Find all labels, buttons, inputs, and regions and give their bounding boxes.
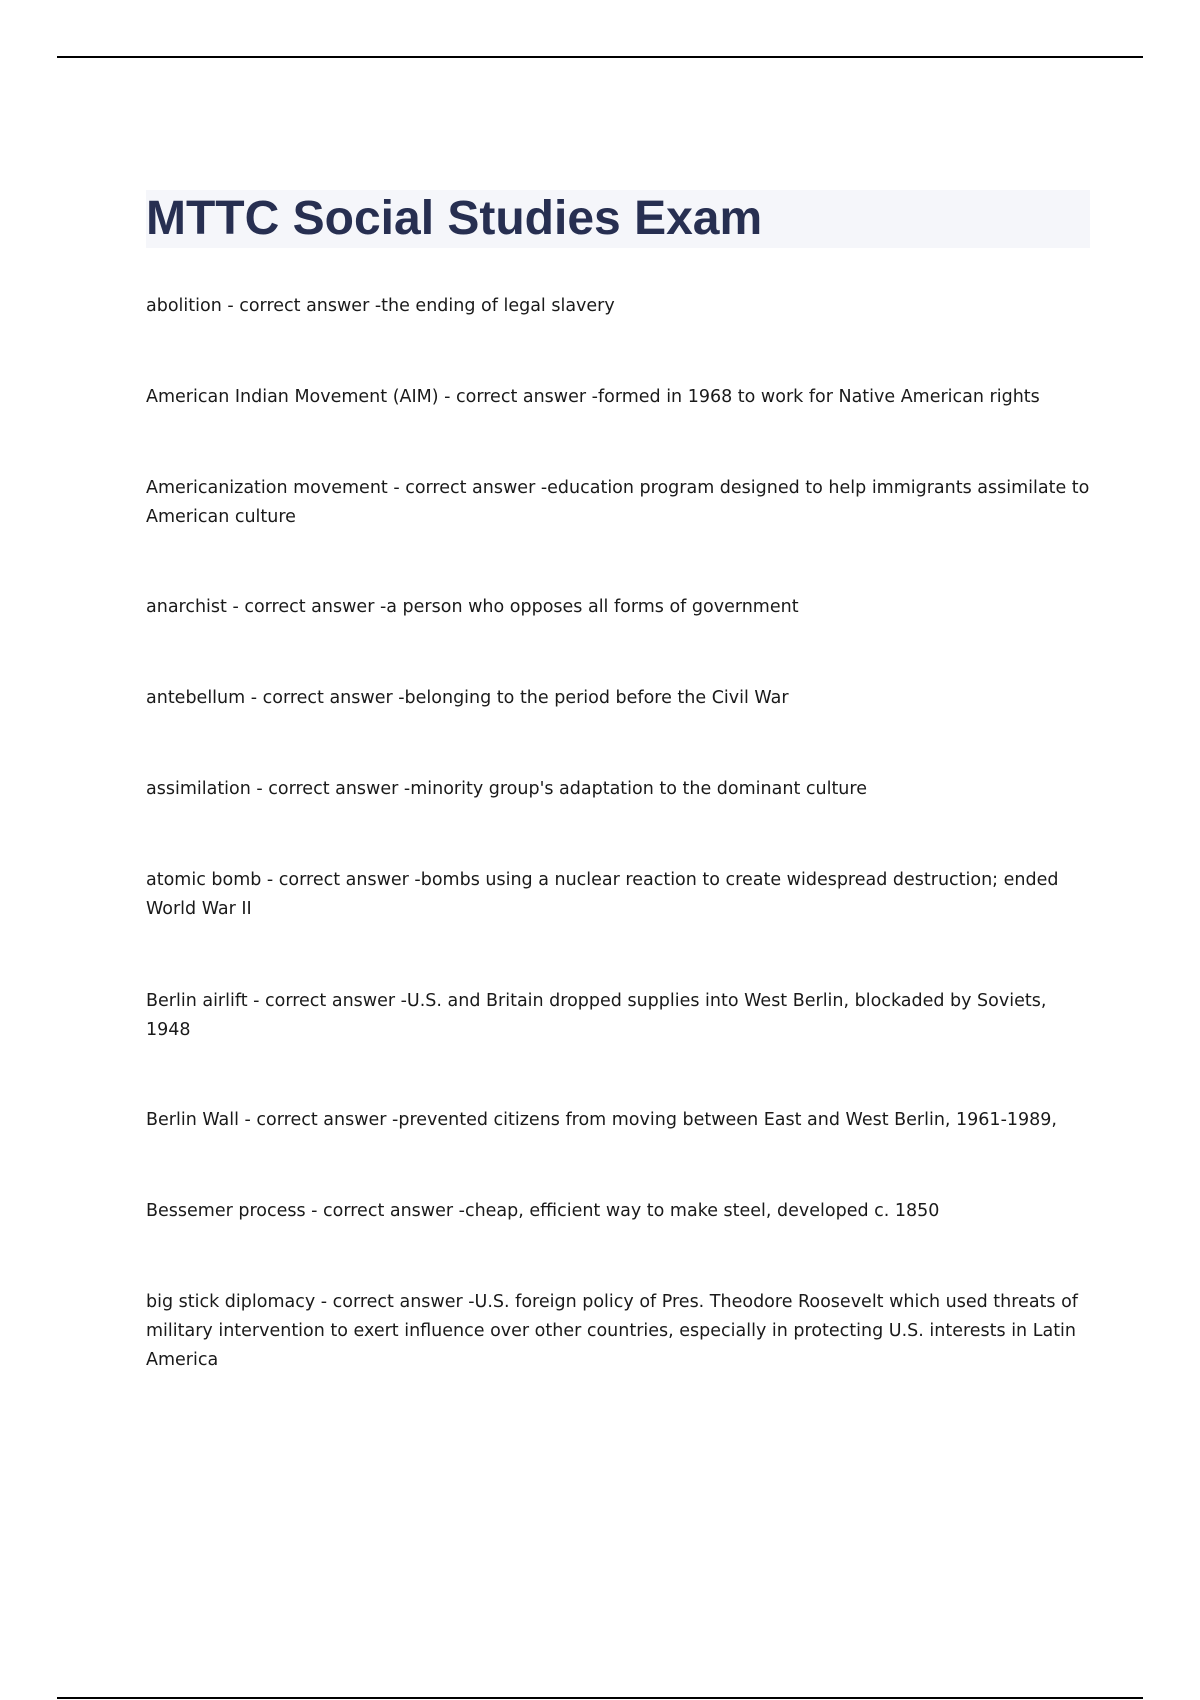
entry-anarchist: anarchist - correct answer -a person who opposes all forms of government [146, 597, 799, 617]
document-title: MTTC Social Studies Exam [146, 192, 763, 245]
top-rule [57, 56, 1143, 58]
bottom-rule [57, 1697, 1143, 1699]
entry-american-indian-movement: American Indian Movement (AIM) - correct answer -formed in 1968 to work for Native American rights [146, 387, 1040, 407]
entry-assimilation: assimilation - correct answer -minority group's adaptation to the dominant culture [146, 779, 867, 799]
entry-berlin-wall: Berlin Wall - correct answer -prevented citizens from moving between East and West Berlin, 1961-1989, [146, 1110, 1057, 1130]
entry-abolition: abolition - correct answer -the ending of legal slavery [146, 296, 615, 316]
entry-americanization-movement: Americanization movement - correct answer -education program designed to help immigrants assimilate to American culture [146, 478, 1090, 527]
entry-atomic-bomb: atomic bomb - correct answer -bombs using a nuclear reaction to create widespread destruction; ended World War II [146, 870, 1059, 919]
entry-big-stick-diplomacy: big stick diplomacy - correct answer -U.S. foreign policy of Pres. Theodore Roosevelt which used threats of military intervention to exert influence over other countries, especially in protecting U.S. interests in Latin America [146, 1292, 1078, 1370]
entry-berlin-airlift: Berlin airlift - correct answer -U.S. and Britain dropped supplies into West Berlin, blockaded by Soviets, 1948 [146, 991, 1047, 1040]
entry-antebellum: antebellum - correct answer -belonging to the period before the Civil War [146, 688, 789, 708]
entry-bessemer-process: Bessemer process - correct answer -cheap, efficient way to make steel, developed c. 1850 [146, 1201, 940, 1221]
